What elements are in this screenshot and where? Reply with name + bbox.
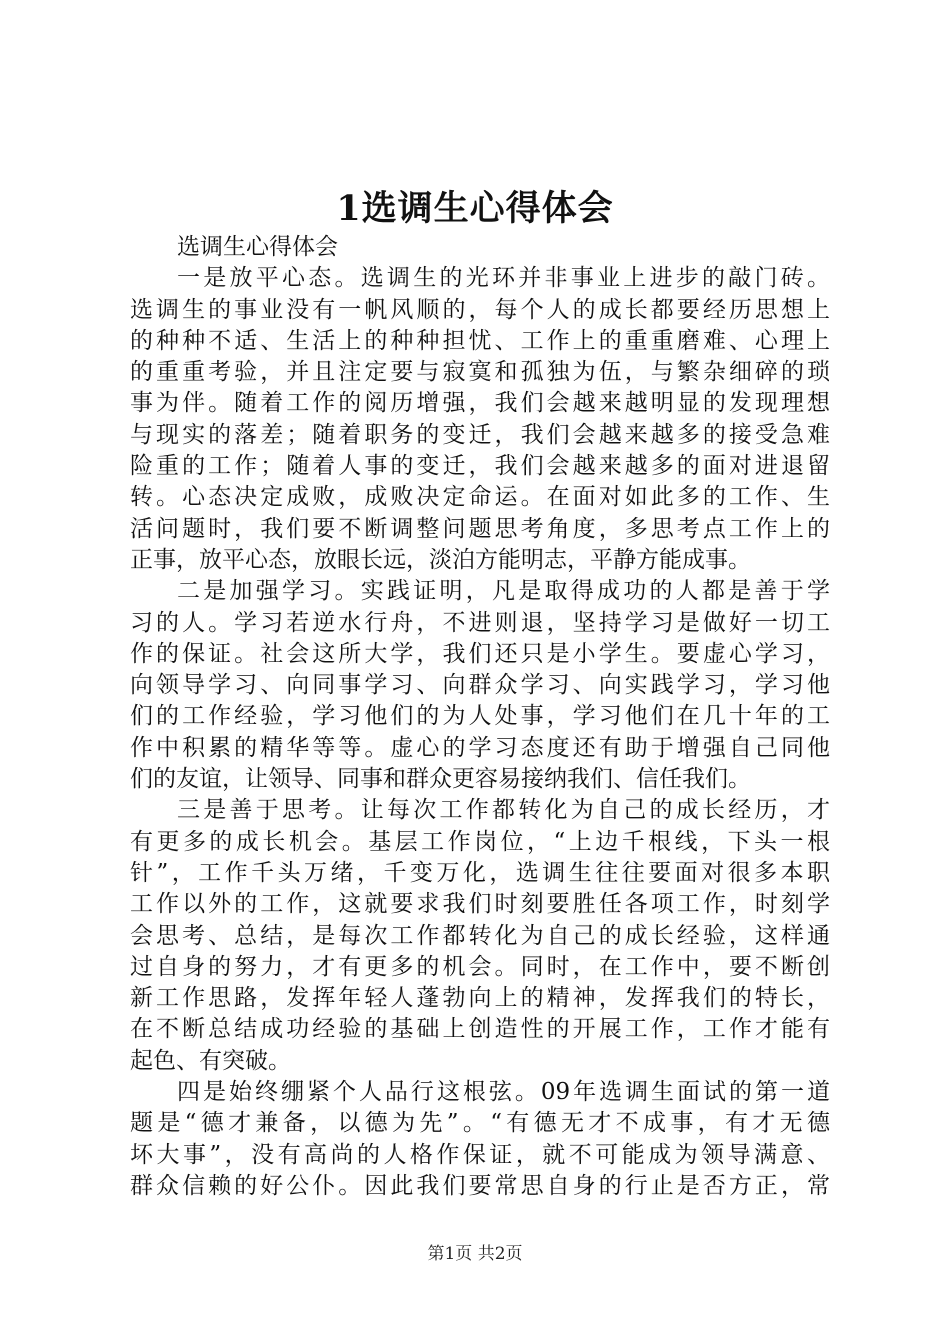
paragraph-line: 的种种不适、生活上的种种担忧、工作上的重重磨难、心理上 [130,327,830,354]
paragraph-line: 会思考、总结，是每次工作都转化为自己的成长经验，这样通 [130,922,830,949]
paragraph-line: 活问题时，我们要不断调整问题思考角度，多思考点工作上的 [130,515,830,542]
paragraph-line: 有更多的成长机会。基层工作岗位，“上边千根线，下头一根 [130,828,830,855]
document-body [130,232,830,1202]
paragraph-line: 二是加强学习。实践证明，凡是取得成功的人都是善于学 [177,578,830,605]
paragraph-line: 作的保证。社会这所大学，我们还只是小学生。要虚心学习， [130,640,830,667]
paragraph-line: 三是善于思考。让每次工作都转化为自己的成长经历，才 [177,797,830,824]
paragraph-line: 题是“德才兼备，以德为先”。“有德无才不成事，有才无德 [130,1110,830,1137]
paragraph-line: 们的工作经验，学习他们的为人处事，学习他们在几十年的工 [130,703,830,730]
paragraph-line: 向领导学习、向同事学习、向群众学习、向实践学习，学习他 [130,672,830,699]
paragraph-line: 险重的工作；随着人事的变迁，我们会越来越多的面对进退留 [130,453,830,480]
paragraph-line: 习的人。学习若逆水行舟，不进则退，坚持学习是做好一切工 [130,609,830,636]
paragraph-line: 一是放平心态。选调生的光环并非事业上进步的敲门砖。 [177,265,830,292]
paragraph-line: 工作以外的工作，这就要求我们时刻要胜任各项工作，时刻学 [130,891,830,918]
paragraph-line: 正事，放平心态，放眼长远，淡泊方能明志，平静方能成事。 [130,546,751,573]
paragraph-line: 与现实的落差；随着职务的变迁，我们会越来越多的接受急难 [130,421,830,448]
paragraph-line: 针”，工作千头万绪，千变万化，选调生往往要面对很多本职 [130,859,830,886]
page-footer: 第1页 共2页 [427,1244,523,1264]
paragraph-line: 选调生的事业没有一帆风顺的，每个人的成长都要经历思想上 [130,296,830,323]
paragraph-line: 起色、有突破。 [130,1047,291,1074]
paragraph-line: 在不断总结成功经验的基础上创造性的开展工作，工作才能有 [130,1016,830,1043]
paragraph-line: 作中积累的精华等等。虚心的学习态度还有助于增强自己同他 [130,734,830,761]
paragraph-line: 的重重考验，并且注定要与寂寞和孤独为伍，与繁杂细碎的琐 [130,359,830,386]
paragraph-line: 四是始终绷紧个人品行这根弦。09年选调生面试的第一道 [177,1079,830,1106]
paragraph-line: 事为伴。随着工作的阅历增强，我们会越来越明显的发现理想 [130,390,830,417]
subtitle-line: 选调生心得体会 [177,234,338,260]
paragraph-line: 过自身的努力，才有更多的机会。同时，在工作中，要不断创 [130,953,830,980]
paragraph-line: 新工作思路，发挥年轻人蓬勃向上的精神，发挥我们的特长， [130,985,830,1012]
paragraph-line: 们的友谊，让领导、同事和群众更容易接纳我们、信任我们。 [130,766,751,793]
paragraph-line: 群众信赖的好公仆。因此我们要常思自身的行止是否方正，常 [130,1172,830,1199]
document-title: 1选调生心得体会 [336,188,614,229]
paragraph-line: 坏大事”，没有高尚的人格作保证，就不可能成为领导满意、 [130,1141,830,1168]
paragraph-line: 转。心态决定成败，成败决定命运。在面对如此多的工作、生 [130,484,830,511]
